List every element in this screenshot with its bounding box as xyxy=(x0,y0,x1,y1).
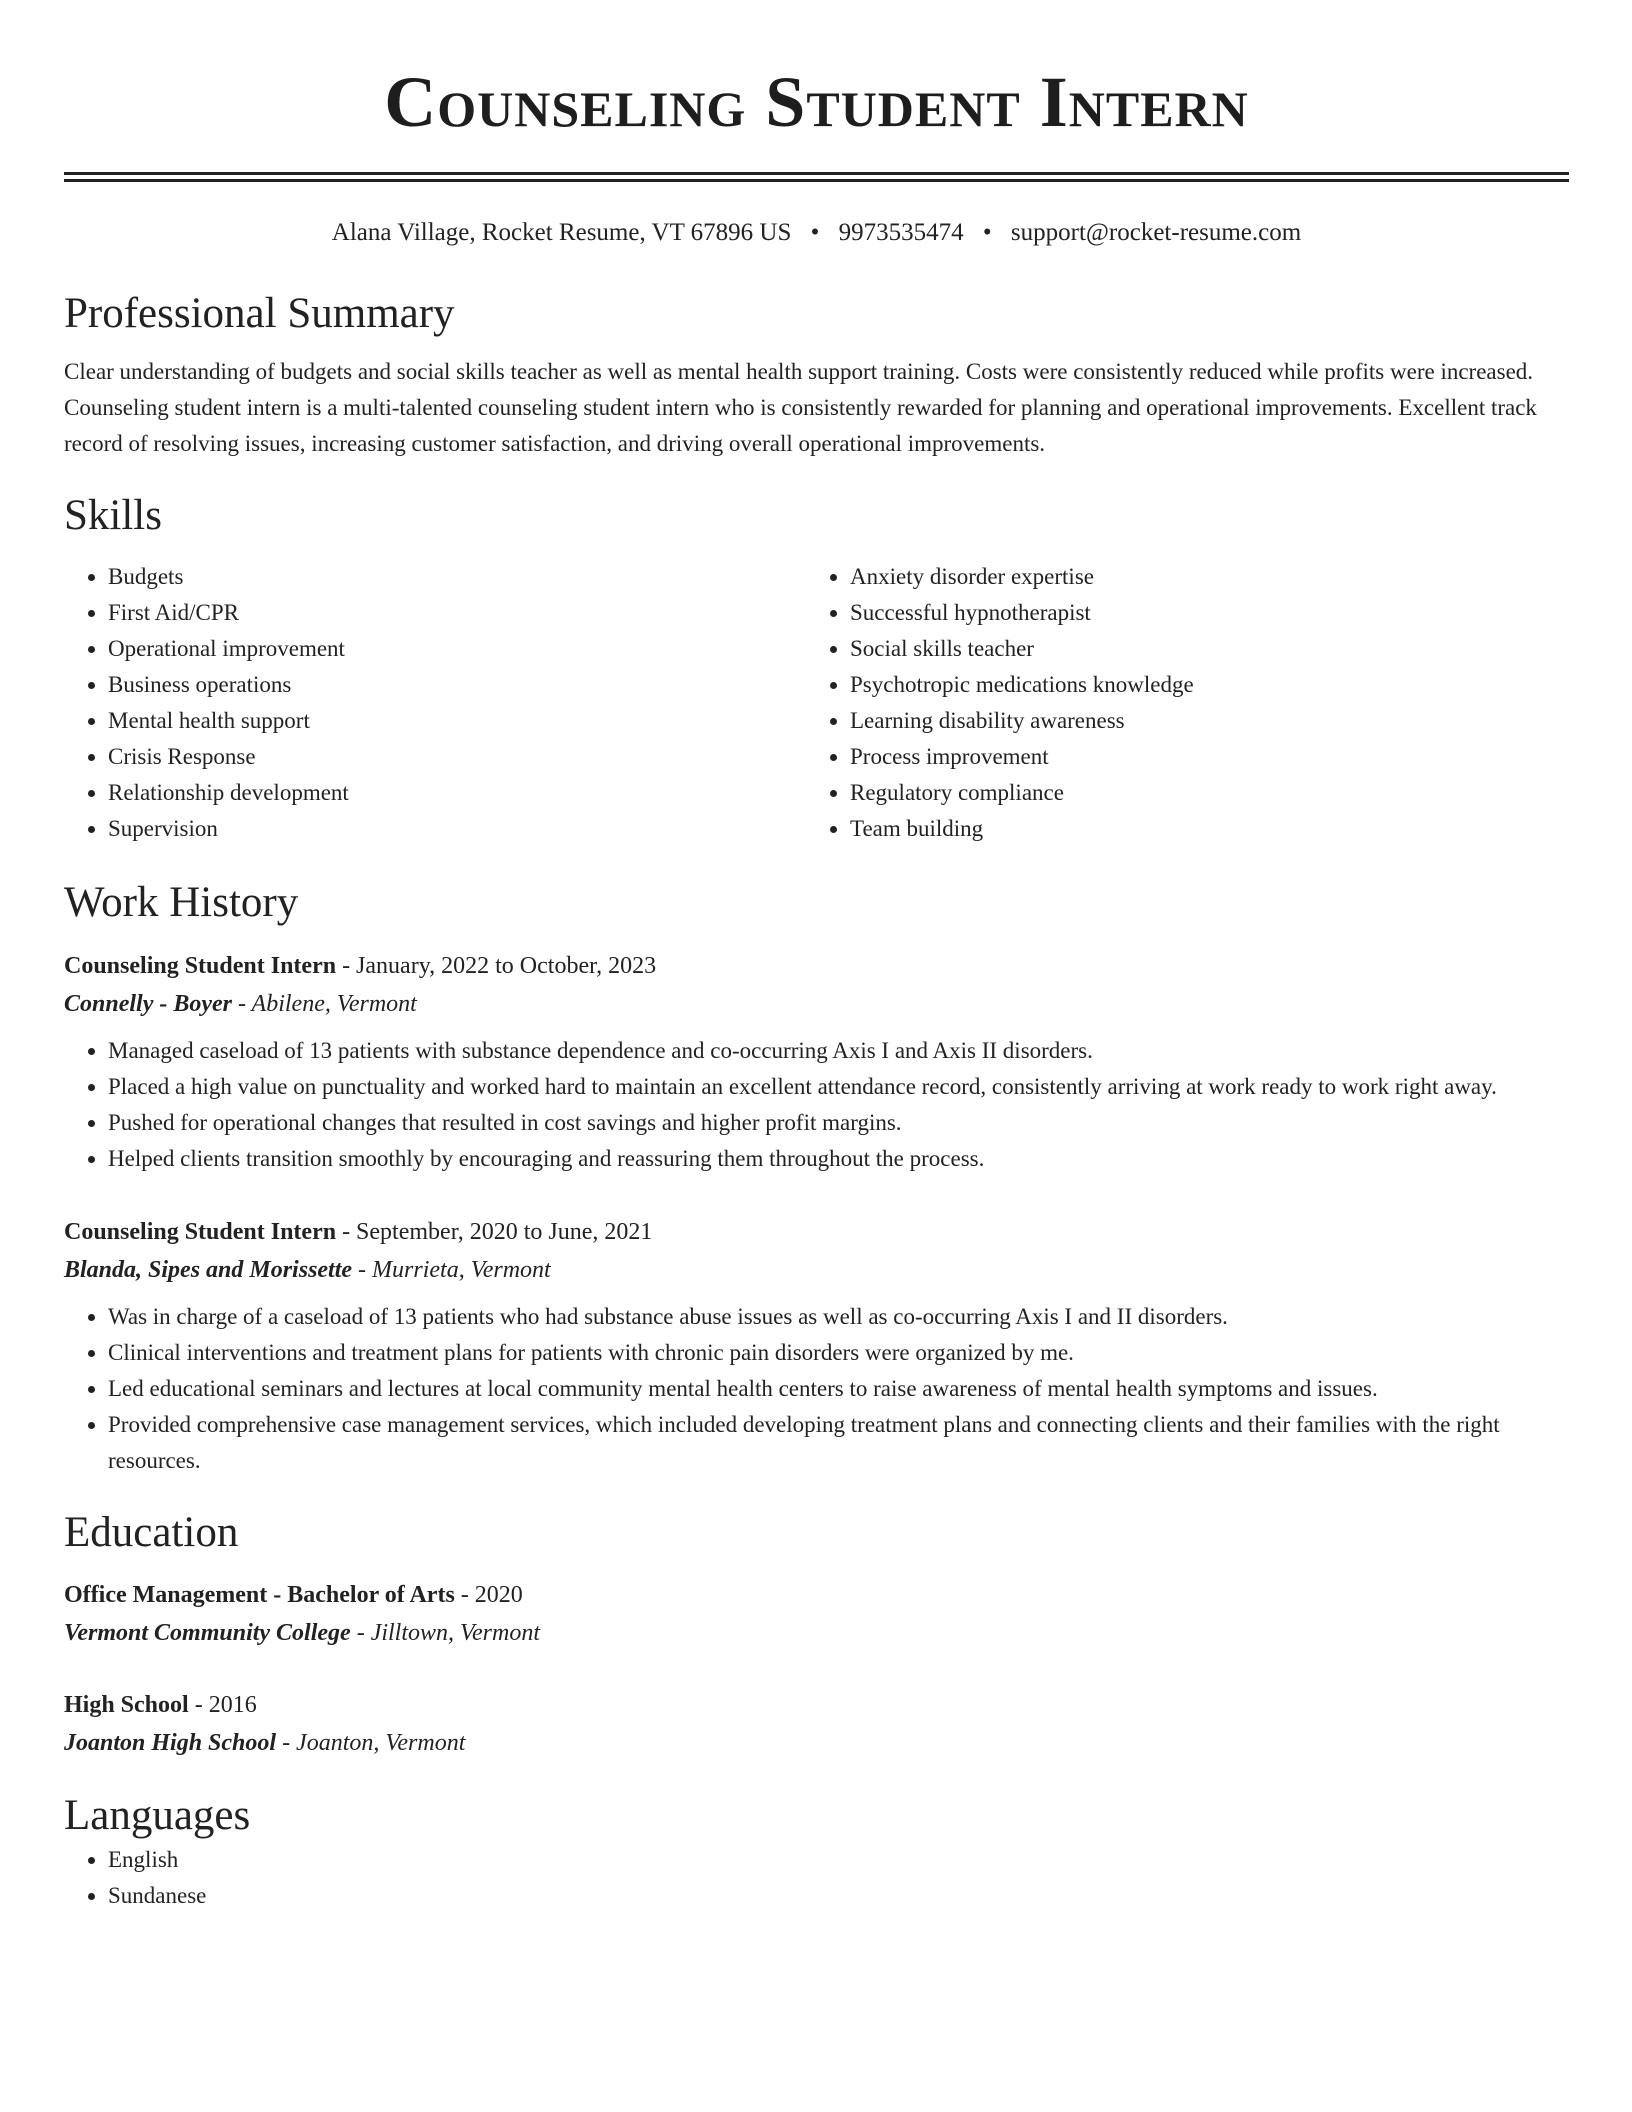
languages-heading: Languages xyxy=(64,1792,251,1840)
skill-item: • Supervision xyxy=(108,811,806,847)
education-heading: Education xyxy=(64,1508,239,1556)
contact-separator: • xyxy=(982,219,992,246)
resume-name: Counseling Student Intern xyxy=(384,62,1249,142)
skill-item: • Mental health support xyxy=(108,703,806,739)
contact-line xyxy=(64,218,1569,248)
education-year: - 2020 xyxy=(454,1582,523,1609)
education-school: Joanton High School xyxy=(64,1730,277,1757)
job-dates: - September, 2020 to June, 2021 xyxy=(336,1218,653,1245)
job-entry xyxy=(64,947,1569,1177)
contact-phone: 9973535474 xyxy=(838,219,964,246)
resume-page xyxy=(64,0,1569,1914)
education-entry xyxy=(64,1686,1569,1762)
job-location: - Abilene, Vermont xyxy=(232,990,417,1017)
summary-heading: Professional Summary xyxy=(64,290,455,337)
skills-heading: Skills xyxy=(64,491,162,539)
education-school-line xyxy=(64,1724,1569,1762)
contact-separator: • xyxy=(810,219,820,246)
skill-item: • Business operations xyxy=(108,667,806,703)
education-year: - 2016 xyxy=(188,1692,257,1719)
job-role: Counseling Student Intern xyxy=(64,952,337,979)
job-company-line xyxy=(64,1251,1569,1289)
job-company: Connelly - Boyer xyxy=(64,990,232,1017)
skills-list-left xyxy=(64,559,806,847)
skills-list-right xyxy=(806,559,1548,847)
job-title-line xyxy=(64,947,1569,985)
job-duty: • Pushed for operational changes that resulted in cost savings and higher profit margins. xyxy=(108,1105,1569,1141)
education-entry xyxy=(64,1576,1569,1652)
education-degree-line xyxy=(64,1686,1569,1724)
education-location: - Joanton, Vermont xyxy=(276,1730,466,1757)
skill-item: • Relationship development xyxy=(108,775,806,811)
skill-item: • Successful hypnotherapist xyxy=(850,595,1548,631)
job-location: - Murrieta, Vermont xyxy=(352,1256,551,1283)
job-duty: • Clinical interventions and treatment plans for patients with chronic pain disorders were organized by me. xyxy=(108,1335,1569,1371)
skill-item: • Operational improvement xyxy=(108,631,806,667)
skills-columns xyxy=(64,559,1569,847)
job-duty: • Helped clients transition smoothly by encouraging and reassuring them throughout the process. xyxy=(108,1141,1569,1177)
skill-item: • Regulatory compliance xyxy=(850,775,1548,811)
skill-item: • Psychotropic medications knowledge xyxy=(850,667,1548,703)
job-title-line xyxy=(64,1213,1569,1251)
job-dates: - January, 2022 to October, 2023 xyxy=(336,952,657,979)
skill-item: • Learning disability awareness xyxy=(850,703,1548,739)
skill-item: • Crisis Response xyxy=(108,739,806,775)
job-entry xyxy=(64,1213,1569,1479)
skills-column-right xyxy=(806,559,1548,847)
job-company-line xyxy=(64,985,1569,1023)
header-divider xyxy=(64,172,1569,182)
job-duty: • Led educational seminars and lectures at local community mental health centers to raise awareness of mental health symptoms and issues. xyxy=(108,1371,1569,1407)
skill-item: • Social skills teacher xyxy=(850,631,1548,667)
education-degree: High School xyxy=(64,1692,189,1719)
education-school: Vermont Community College xyxy=(64,1620,351,1647)
language-item: • English xyxy=(108,1842,1569,1878)
skill-item: • Budgets xyxy=(108,559,806,595)
job-duties xyxy=(64,1033,1569,1177)
skill-item: • Team building xyxy=(850,811,1548,847)
job-duty: • Placed a high value on punctuality and worked hard to maintain an excellent attendance record, consistently arriving at work ready to work right away. xyxy=(108,1069,1569,1105)
job-duty: • Was in charge of a caseload of 13 patients who had substance abuse issues as well as co-occurring Axis I and II disorders. xyxy=(108,1299,1569,1335)
work-history-heading: Work History xyxy=(64,879,299,927)
contact-email: support@rocket-resume.com xyxy=(1010,219,1302,246)
job-duty: • Provided comprehensive case management services, which included developing treatment plans and connecting clients and their families with the right resources. xyxy=(108,1407,1569,1479)
skill-item: • First Aid/CPR xyxy=(108,595,806,631)
education-degree: Office Management - Bachelor of Arts xyxy=(64,1582,455,1609)
skill-item: • Anxiety disorder expertise xyxy=(850,559,1548,595)
job-duties xyxy=(64,1299,1569,1479)
education-degree-line xyxy=(64,1576,1569,1614)
skill-item: • Process improvement xyxy=(850,739,1548,775)
education-school-line xyxy=(64,1614,1569,1652)
languages-list xyxy=(64,1842,1569,1914)
job-company: Blanda, Sipes and Morissette xyxy=(64,1256,353,1283)
job-role: Counseling Student Intern xyxy=(64,1218,337,1245)
job-duty: • Managed caseload of 13 patients with substance dependence and co-occurring Axis I and Axis II disorders. xyxy=(108,1033,1569,1069)
summary-text: Clear understanding of budgets and social skills teacher as well as mental health support training. Costs were consistently reduced while profits were increased. Counseling student intern is a multi-talented counseling student intern who is consistently rewarded for planning and operational improvements. Excellent track record of resolving issues, increasing customer satisfaction, and driving overall operational improvements. xyxy=(64,358,1537,456)
language-item: • Sundanese xyxy=(108,1878,1569,1914)
skills-column-left xyxy=(64,559,806,847)
contact-address: Alana Village, Rocket Resume, VT 67896 US xyxy=(331,219,792,246)
education-location: - Jilltown, Vermont xyxy=(350,1620,541,1647)
